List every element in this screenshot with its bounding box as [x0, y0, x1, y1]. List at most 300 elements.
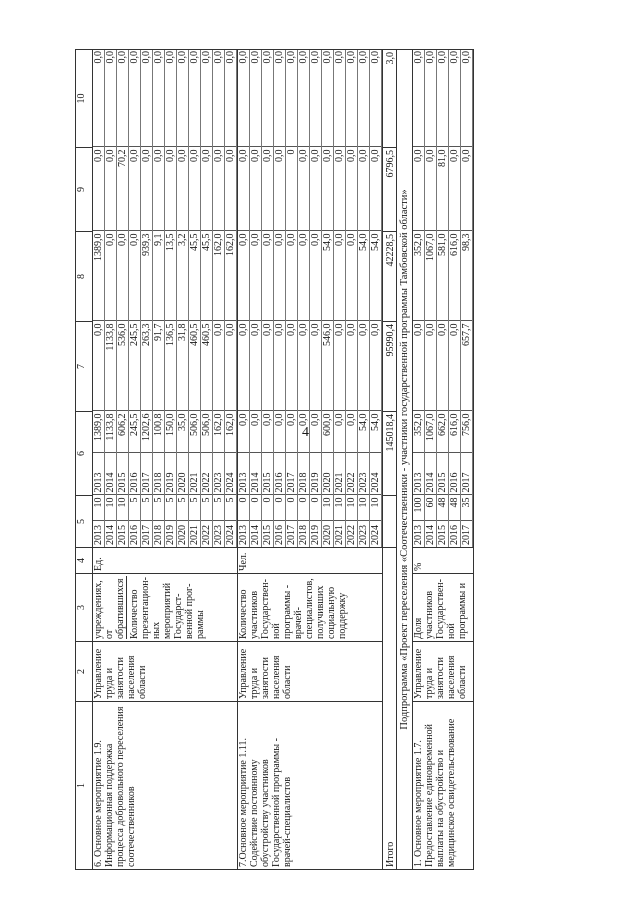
- year-value-8: 0,0: [334, 49, 346, 147]
- year-value-3: 2023: [213, 453, 225, 495]
- year-value-2: 48: [449, 495, 461, 521]
- year-value-8: 0,0: [461, 49, 473, 147]
- year-row: [310, 49, 322, 547]
- year-value-4: 0,0: [346, 411, 358, 453]
- year-value-8: 0,0: [238, 49, 250, 147]
- year-value-3: 2015: [262, 453, 274, 495]
- year-value-6: 162,0: [213, 231, 225, 321]
- year-value-3: 2013: [413, 453, 425, 495]
- year-value-1: 2016: [449, 521, 461, 547]
- year-value-2: 10: [370, 495, 382, 521]
- year-value-5: 0,0: [286, 321, 298, 411]
- program-row-1: [93, 50, 238, 870]
- year-value-4: 245,5: [129, 411, 141, 453]
- activity-name: 6. Основное мероприятие 1.9. Информационная поддержка процесса добровольного переселения соотечественников: [93, 702, 238, 870]
- year-row: [262, 49, 274, 547]
- column-header-5: 5: [76, 496, 93, 548]
- year-value-6: 0,0: [129, 231, 141, 321]
- year-value-6: 98,3: [461, 231, 473, 321]
- unit-of-measure: Ед.: [93, 548, 238, 574]
- year-value-5: 460,5: [201, 321, 213, 411]
- year-value-2: 10: [358, 495, 370, 521]
- total-c7: 95990,4: [383, 322, 397, 412]
- year-value-2: 10: [93, 495, 105, 521]
- year-value-8: 0,0: [286, 49, 298, 147]
- year-value-1: 2023: [213, 521, 225, 547]
- year-value-6: 0,0: [274, 231, 286, 321]
- year-value-3: 2016: [449, 453, 461, 495]
- year-value-5: 91,7: [153, 321, 165, 411]
- total-c5: [383, 496, 397, 548]
- total-c10: 3,0: [383, 50, 397, 148]
- yearly-values-table: [93, 49, 237, 547]
- year-value-4: 1202,6: [141, 411, 153, 453]
- year-value-8: 0,0: [262, 49, 274, 147]
- year-value-2: 5: [201, 495, 213, 521]
- year-value-4: 54,0: [370, 411, 382, 453]
- year-value-3: 2018: [298, 453, 310, 495]
- year-row: [425, 49, 437, 547]
- year-value-1: 2018: [153, 521, 165, 547]
- year-value-8: 0,0: [141, 49, 153, 147]
- year-value-2: 10: [105, 495, 117, 521]
- year-value-2: 5: [153, 495, 165, 521]
- year-value-4: 150,0: [165, 411, 177, 453]
- year-value-7: 0,0: [201, 147, 213, 231]
- column-header-4: 4: [76, 548, 93, 574]
- year-value-7: 0,0: [250, 147, 262, 231]
- year-value-4: 1067,0: [425, 411, 437, 453]
- year-value-7: 0,0: [213, 147, 225, 231]
- year-value-4: 0,0: [286, 411, 298, 453]
- year-value-8: 0,0: [346, 49, 358, 147]
- year-value-7: 0,0: [177, 147, 189, 231]
- year-value-4: 0,0: [238, 411, 250, 453]
- year-value-6: 616,0: [449, 231, 461, 321]
- year-value-8: 0,0: [425, 49, 437, 147]
- year-row: [129, 49, 141, 547]
- year-value-7: 0,0: [461, 147, 473, 231]
- year-value-5: 31,8: [177, 321, 189, 411]
- year-value-3: 2014: [105, 453, 117, 495]
- year-value-3: 2016: [129, 453, 141, 495]
- year-value-2: 0: [274, 495, 286, 521]
- year-row: [238, 49, 250, 547]
- year-value-2: 0: [286, 495, 298, 521]
- year-value-4: 0,0: [250, 411, 262, 453]
- year-value-1: 2016: [129, 521, 141, 547]
- year-value-3: 2017: [286, 453, 298, 495]
- year-value-6: 0,0: [262, 231, 274, 321]
- year-value-3: 2017: [461, 453, 473, 495]
- year-value-1: 2013: [238, 521, 250, 547]
- year-value-4: 100,8: [153, 411, 165, 453]
- year-value-8: 0,0: [93, 49, 105, 147]
- program-row-2: [238, 50, 383, 870]
- year-row: [201, 49, 213, 547]
- year-value-1: 2021: [334, 521, 346, 547]
- year-row: [334, 49, 346, 547]
- year-row: [177, 49, 189, 547]
- year-value-6: 0,0: [105, 231, 117, 321]
- year-value-8: 0,0: [413, 49, 425, 147]
- year-value-4: 1133,8: [105, 411, 117, 453]
- year-value-1: 2019: [165, 521, 177, 547]
- column-header-8: 8: [76, 232, 93, 322]
- indicator-text: Количество презентацион-ных мероприятий Государст-венной прог-раммы: [129, 577, 206, 639]
- year-value-2: 48: [437, 495, 449, 521]
- year-value-2: 10: [346, 495, 358, 521]
- unit-of-measure: %: [413, 548, 474, 574]
- year-value-2: 5: [177, 495, 189, 521]
- total-c9: 6796,5: [383, 148, 397, 232]
- year-value-4: 1389,0: [93, 411, 105, 453]
- year-value-7: 0,0: [225, 147, 237, 231]
- year-value-3: 2015: [117, 453, 129, 495]
- year-value-5: 0,0: [93, 321, 105, 411]
- year-value-1: 2015: [262, 521, 274, 547]
- year-value-3: 2018: [153, 453, 165, 495]
- year-value-4: 662,0: [437, 411, 449, 453]
- year-value-6: 939,3: [141, 231, 153, 321]
- year-row: [165, 49, 177, 547]
- year-value-1: 2014: [425, 521, 437, 547]
- year-value-6: 54,0: [370, 231, 382, 321]
- year-value-1: 2024: [370, 521, 382, 547]
- year-value-5: 0,0: [238, 321, 250, 411]
- year-value-1: 2013: [93, 521, 105, 547]
- year-value-5: 1133,8: [105, 321, 117, 411]
- year-value-7: 0,0: [93, 147, 105, 231]
- year-value-7: 0,0: [310, 147, 322, 231]
- year-row: [274, 49, 286, 547]
- year-row: [370, 49, 382, 547]
- indicator-name: [238, 574, 383, 642]
- indicator-continuation: учреждениях, от обратившихся: [93, 576, 127, 639]
- year-value-5: 0,0: [213, 321, 225, 411]
- year-value-2: 0: [298, 495, 310, 521]
- column-header-3: 3: [76, 574, 93, 642]
- year-value-7: 0,0: [322, 147, 334, 231]
- year-value-5: 0,0: [334, 321, 346, 411]
- year-value-4: 162,0: [213, 411, 225, 453]
- year-value-3: 2024: [370, 453, 382, 495]
- year-value-4: 0,0: [262, 411, 274, 453]
- year-value-7: 0,0: [425, 147, 437, 231]
- year-value-5: 0,0: [437, 321, 449, 411]
- year-value-5: 0,0: [425, 321, 437, 411]
- year-value-6: 45,5: [189, 231, 201, 321]
- year-value-2: 5: [189, 495, 201, 521]
- activity-name: 1. Основное мероприятие 1.7. Предоставление единовременной выплаты на обустройство и медицинское освидетельствование: [413, 702, 474, 870]
- year-value-3: 2016: [274, 453, 286, 495]
- year-value-7: 0,0: [298, 147, 310, 231]
- yearly-values-table: [413, 49, 473, 547]
- year-value-1: 2024: [225, 521, 237, 547]
- year-value-1: 2017: [286, 521, 298, 547]
- year-value-4: 162,0: [225, 411, 237, 453]
- year-value-5: 0,0: [274, 321, 286, 411]
- year-value-8: 0,0: [358, 49, 370, 147]
- year-value-2: 60: [425, 495, 437, 521]
- yearly-values-cell: [413, 50, 474, 548]
- year-value-6: 0,0: [298, 231, 310, 321]
- year-value-3: 2024: [225, 453, 237, 495]
- year-value-5: 0,0: [370, 321, 382, 411]
- year-row: [250, 49, 262, 547]
- year-value-4: 606,2: [117, 411, 129, 453]
- year-value-6: 0,0: [238, 231, 250, 321]
- year-value-1: 2014: [105, 521, 117, 547]
- year-value-3: 2014: [250, 453, 262, 495]
- year-value-8: 0,0: [322, 49, 334, 147]
- year-value-7: 0,0: [105, 147, 117, 231]
- year-value-8: 0,0: [117, 49, 129, 147]
- section-title-row: [397, 50, 413, 870]
- year-value-7: 0,0: [189, 147, 201, 231]
- year-value-7: 0: [286, 147, 298, 231]
- year-value-6: 9,1: [153, 231, 165, 321]
- year-value-6: 13,5: [165, 231, 177, 321]
- year-value-8: 0,0: [274, 49, 286, 147]
- yearly-values-table: [238, 49, 382, 547]
- year-value-1: 2020: [322, 521, 334, 547]
- year-value-7: 0,0: [165, 147, 177, 231]
- rotated-table-page: [75, 50, 545, 870]
- year-value-2: 10: [117, 495, 129, 521]
- year-value-5: 546,0: [322, 321, 334, 411]
- year-value-7: 0,0: [153, 147, 165, 231]
- year-value-8: 0,0: [310, 49, 322, 147]
- year-value-4: 0,0: [298, 411, 310, 453]
- year-value-4: 35,0: [177, 411, 189, 453]
- year-value-3: 2020: [322, 453, 334, 495]
- year-value-6: 1389,0: [93, 231, 105, 321]
- year-value-2: 5: [141, 495, 153, 521]
- year-value-1: 2014: [250, 521, 262, 547]
- year-value-7: 0,0: [358, 147, 370, 231]
- year-value-4: 0,0: [310, 411, 322, 453]
- year-value-8: 0,0: [437, 49, 449, 147]
- year-value-1: 2015: [437, 521, 449, 547]
- year-value-2: 5: [225, 495, 237, 521]
- column-header-1: 1: [76, 702, 93, 870]
- year-value-2: 0: [262, 495, 274, 521]
- header-row: [76, 50, 93, 870]
- year-value-8: 0,0: [165, 49, 177, 147]
- year-value-3: 2015: [437, 453, 449, 495]
- yearly-values-cell: [93, 50, 238, 548]
- year-value-5: 263,3: [141, 321, 153, 411]
- year-value-3: 2021: [189, 453, 201, 495]
- year-value-3: 2023: [358, 453, 370, 495]
- year-value-5: 245,5: [129, 321, 141, 411]
- year-value-7: 0,0: [413, 147, 425, 231]
- year-value-5: 0,0: [250, 321, 262, 411]
- year-row: [153, 49, 165, 547]
- unit-of-measure: Чел.: [238, 548, 383, 574]
- year-value-1: 2023: [358, 521, 370, 547]
- year-value-7: 0,0: [346, 147, 358, 231]
- year-value-8: 0,0: [225, 49, 237, 147]
- year-value-2: 5: [129, 495, 141, 521]
- year-value-2: 100: [413, 495, 425, 521]
- year-value-8: 0,0: [201, 49, 213, 147]
- page-number: 4: [302, 425, 309, 440]
- indicator-name: [413, 574, 474, 642]
- responsible-executor: Управление труда и занятости населения области: [238, 642, 383, 702]
- year-value-7: 0,0: [370, 147, 382, 231]
- indicator-name: [93, 574, 238, 642]
- year-value-6: 0,0: [250, 231, 262, 321]
- year-value-5: 0,0: [413, 321, 425, 411]
- year-value-8: 0,0: [177, 49, 189, 147]
- year-value-6: 54,0: [322, 231, 334, 321]
- year-value-5: 136,5: [165, 321, 177, 411]
- year-value-5: 657,7: [461, 321, 473, 411]
- year-value-8: 0,0: [370, 49, 382, 147]
- year-value-2: 0: [250, 495, 262, 521]
- year-value-7: 0,0: [449, 147, 461, 231]
- year-row: [413, 49, 425, 547]
- year-row: [449, 49, 461, 547]
- year-value-6: 162,0: [225, 231, 237, 321]
- year-row: [93, 49, 105, 547]
- year-value-6: 0,0: [334, 231, 346, 321]
- year-value-7: 0,0: [334, 147, 346, 231]
- year-value-8: 0,0: [449, 49, 461, 147]
- year-row: [189, 49, 201, 547]
- year-value-2: 5: [165, 495, 177, 521]
- year-value-1: 2017: [141, 521, 153, 547]
- year-value-6: 0,0: [117, 231, 129, 321]
- year-value-2: 0: [310, 495, 322, 521]
- year-value-4: 0,0: [334, 411, 346, 453]
- year-value-7: 0,0: [129, 147, 141, 231]
- total-row: [383, 50, 397, 870]
- year-value-3: 2021: [334, 453, 346, 495]
- year-value-7: 0,0: [141, 147, 153, 231]
- year-row: [105, 49, 117, 547]
- year-value-1: 2015: [117, 521, 129, 547]
- year-value-7: 70,2: [117, 147, 129, 231]
- year-value-4: 600,0: [322, 411, 334, 453]
- year-value-4: 506,0: [201, 411, 213, 453]
- year-value-3: 2019: [310, 453, 322, 495]
- indicator-text: Доля участников Государствен-ной программы и: [413, 579, 468, 639]
- year-value-5: 460,5: [189, 321, 201, 411]
- responsible-executor: Управление труда и занятости населения области: [93, 642, 238, 702]
- year-value-7: 0,0: [238, 147, 250, 231]
- year-value-5: 0,0: [225, 321, 237, 411]
- year-value-1: 2017: [461, 521, 473, 547]
- year-row: [213, 49, 225, 547]
- year-row: [117, 49, 129, 547]
- year-row: [461, 49, 473, 547]
- year-value-7: 81,0: [437, 147, 449, 231]
- year-row: [437, 49, 449, 547]
- year-value-3: 2017: [141, 453, 153, 495]
- year-value-3: 2020: [177, 453, 189, 495]
- total-c8: 42228,5: [383, 232, 397, 322]
- year-value-4: 756,0: [461, 411, 473, 453]
- year-value-2: 10: [334, 495, 346, 521]
- year-value-3: 2019: [165, 453, 177, 495]
- column-header-10: 10: [76, 50, 93, 148]
- year-value-1: 2020: [177, 521, 189, 547]
- year-value-3: 2022: [346, 453, 358, 495]
- year-value-8: 0,0: [298, 49, 310, 147]
- year-value-2: 35: [461, 495, 473, 521]
- year-value-8: 0,0: [250, 49, 262, 147]
- yearly-values-cell: [238, 50, 383, 548]
- year-value-6: 3,2: [177, 231, 189, 321]
- year-value-4: 352,0: [413, 411, 425, 453]
- year-value-5: 0,0: [346, 321, 358, 411]
- year-value-5: 536,0: [117, 321, 129, 411]
- year-value-1: 2022: [346, 521, 358, 547]
- year-row: [346, 49, 358, 547]
- year-value-6: 1067,0: [425, 231, 437, 321]
- year-value-6: 0,0: [346, 231, 358, 321]
- year-value-3: 2013: [93, 453, 105, 495]
- year-value-3: 2014: [425, 453, 437, 495]
- year-value-6: 581,0: [437, 231, 449, 321]
- year-value-4: 506,0: [189, 411, 201, 453]
- year-value-5: 0,0: [298, 321, 310, 411]
- year-value-4: 616,0: [449, 411, 461, 453]
- year-row: [358, 49, 370, 547]
- program-table: [75, 49, 474, 870]
- year-value-8: 0,0: [189, 49, 201, 147]
- year-value-2: 10: [322, 495, 334, 521]
- total-c6: 145018,4: [383, 412, 397, 496]
- activity-name: 7.Основное мероприятие 1.11. Содействие постоянному обустройству участников Государственной программы - врачей-специалистов: [238, 702, 383, 870]
- year-value-1: 2013: [413, 521, 425, 547]
- year-row: [225, 49, 237, 547]
- year-value-1: 2019: [310, 521, 322, 547]
- year-value-1: 2018: [298, 521, 310, 547]
- column-header-7: 7: [76, 322, 93, 412]
- year-value-4: 0,0: [274, 411, 286, 453]
- column-header-6: 6: [76, 412, 93, 496]
- year-value-1: 2022: [201, 521, 213, 547]
- year-value-3: 2022: [201, 453, 213, 495]
- year-value-5: 0,0: [262, 321, 274, 411]
- year-value-8: 0,0: [153, 49, 165, 147]
- year-value-8: 0,0: [213, 49, 225, 147]
- year-value-8: 0,0: [105, 49, 117, 147]
- year-value-6: 45,5: [201, 231, 213, 321]
- year-value-3: 2013: [238, 453, 250, 495]
- year-value-7: 0,0: [274, 147, 286, 231]
- year-value-1: 2021: [189, 521, 201, 547]
- column-header-2: 2: [76, 642, 93, 702]
- year-value-2: 0: [238, 495, 250, 521]
- year-row: [141, 49, 153, 547]
- program-row-3: [413, 50, 474, 870]
- year-value-4: 54,0: [358, 411, 370, 453]
- section-title: Подпрограмма «Проект переселения «Соотечественники - участники государственной программы Тамбовской области»: [397, 50, 413, 870]
- year-value-6: 0,0: [286, 231, 298, 321]
- column-header-9: 9: [76, 148, 93, 232]
- year-value-5: 0,0: [358, 321, 370, 411]
- year-value-7: 0,0: [262, 147, 274, 231]
- year-value-6: 0,0: [310, 231, 322, 321]
- responsible-executor: Управление труда и занятости населения области: [413, 642, 474, 702]
- year-value-6: 54,0: [358, 231, 370, 321]
- total-label: Итого: [383, 548, 397, 870]
